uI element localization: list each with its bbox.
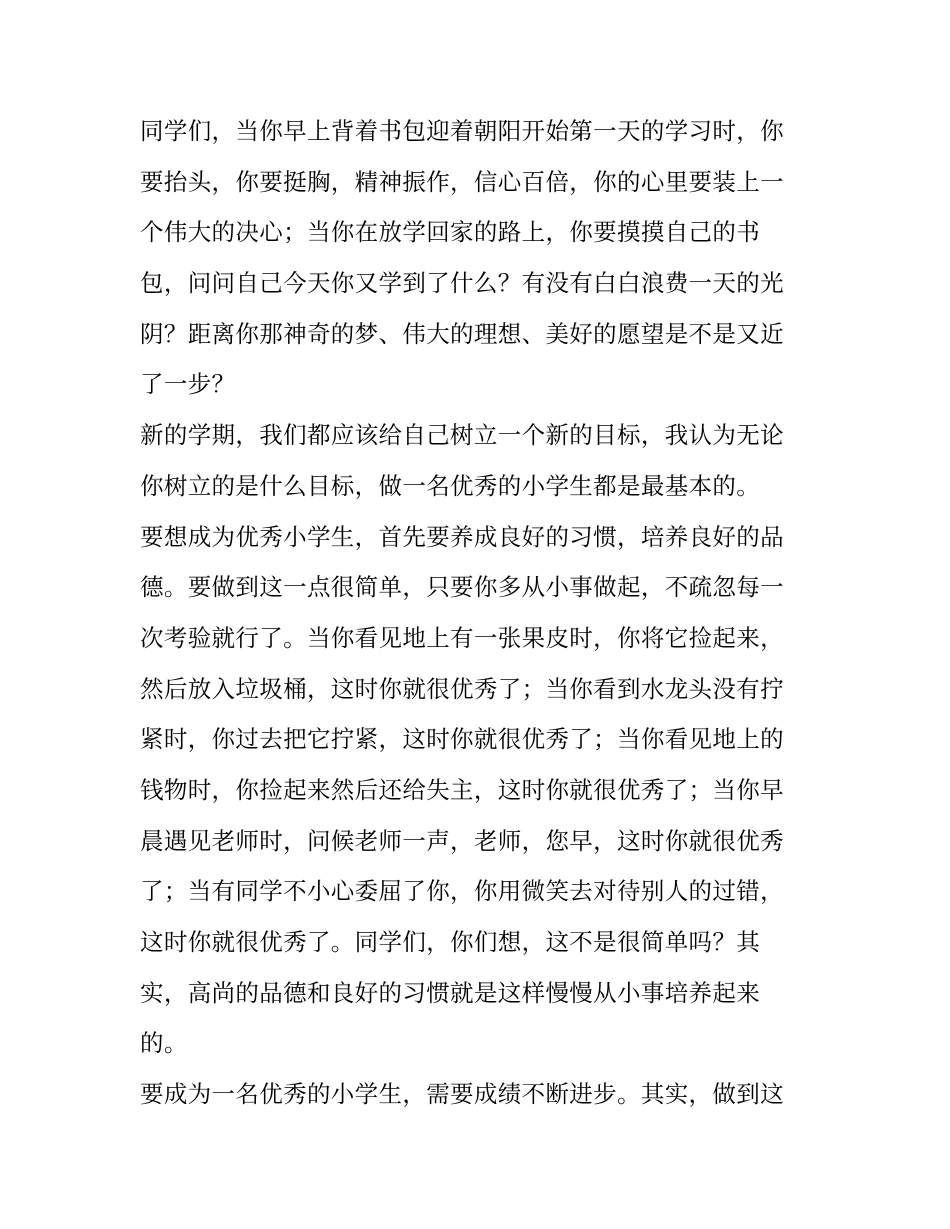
text-line: 个伟大的决心；当你在放学回家的路上，你要摸摸自己的书 (140, 218, 761, 247)
text-line: 然后放入垃圾桶，这时你就很优秀了；当你看到水龙头没有拧 (140, 674, 784, 703)
text-line: 包，问问自己今天你又学到了什么？有没有白白浪费一天的光 (140, 269, 784, 298)
paragraph-new-semester-goal (140, 410, 810, 511)
text-line: 要想成为优秀小学生，首先要养成良好的习惯，培养良好的品 (140, 522, 784, 551)
text-line: 紧时，你过去把它拧紧，这时你就很优秀了；当你看见地上的 (140, 725, 784, 754)
text-line: 的。 (140, 1029, 188, 1058)
text-line: 要抬头，你要挺胸，精神振作，信心百倍，你的心里要装上一 (140, 167, 784, 196)
text-line: 次考验就行了。当你看见地上有一张果皮时，你将它捡起来， (140, 623, 784, 652)
text-line: 阴？距离你那神奇的梦、伟大的理想、美好的愿望是不是又近 (140, 319, 784, 348)
text-line: 新的学期，我们都应该给自己树立一个新的目标，我认为无论 (140, 421, 784, 450)
text-line: 同学们，当你早上背着书包迎着朝阳开始第一天的学习时，你 (140, 117, 784, 145)
paragraph-good-habits (140, 512, 810, 1070)
text-line: 要成为一名优秀的小学生，需要成绩不断进步。其实，做到这 (140, 1080, 784, 1109)
paragraph-morning-reflection (140, 106, 810, 410)
text-line: 了；当有同学不小心委屈了你，你用微笑去对待别人的过错， (140, 877, 784, 906)
document-page (140, 106, 810, 1120)
paragraph-grades-progress (140, 1069, 810, 1120)
text-line: 你树立的是什么目标，做一名优秀的小学生都是最基本的。 (140, 471, 761, 500)
text-line: 了一步？ (140, 370, 236, 399)
text-line: 钱物时，你捡起来然后还给失主，这时你就很优秀了；当你早 (140, 775, 784, 804)
text-line: 这时你就很优秀了。同学们，你们想，这不是很简单吗？其 (140, 928, 761, 956)
text-line: 德。要做到这一点很简单，只要你多从小事做起，不疏忽每一 (140, 573, 784, 602)
text-line: 晨遇见老师时，问候老师一声，老师，您早，这时你就很优秀 (140, 826, 784, 855)
text-line: 实，高尚的品德和良好的习惯就是这样慢慢从小事培养起来 (140, 978, 761, 1007)
